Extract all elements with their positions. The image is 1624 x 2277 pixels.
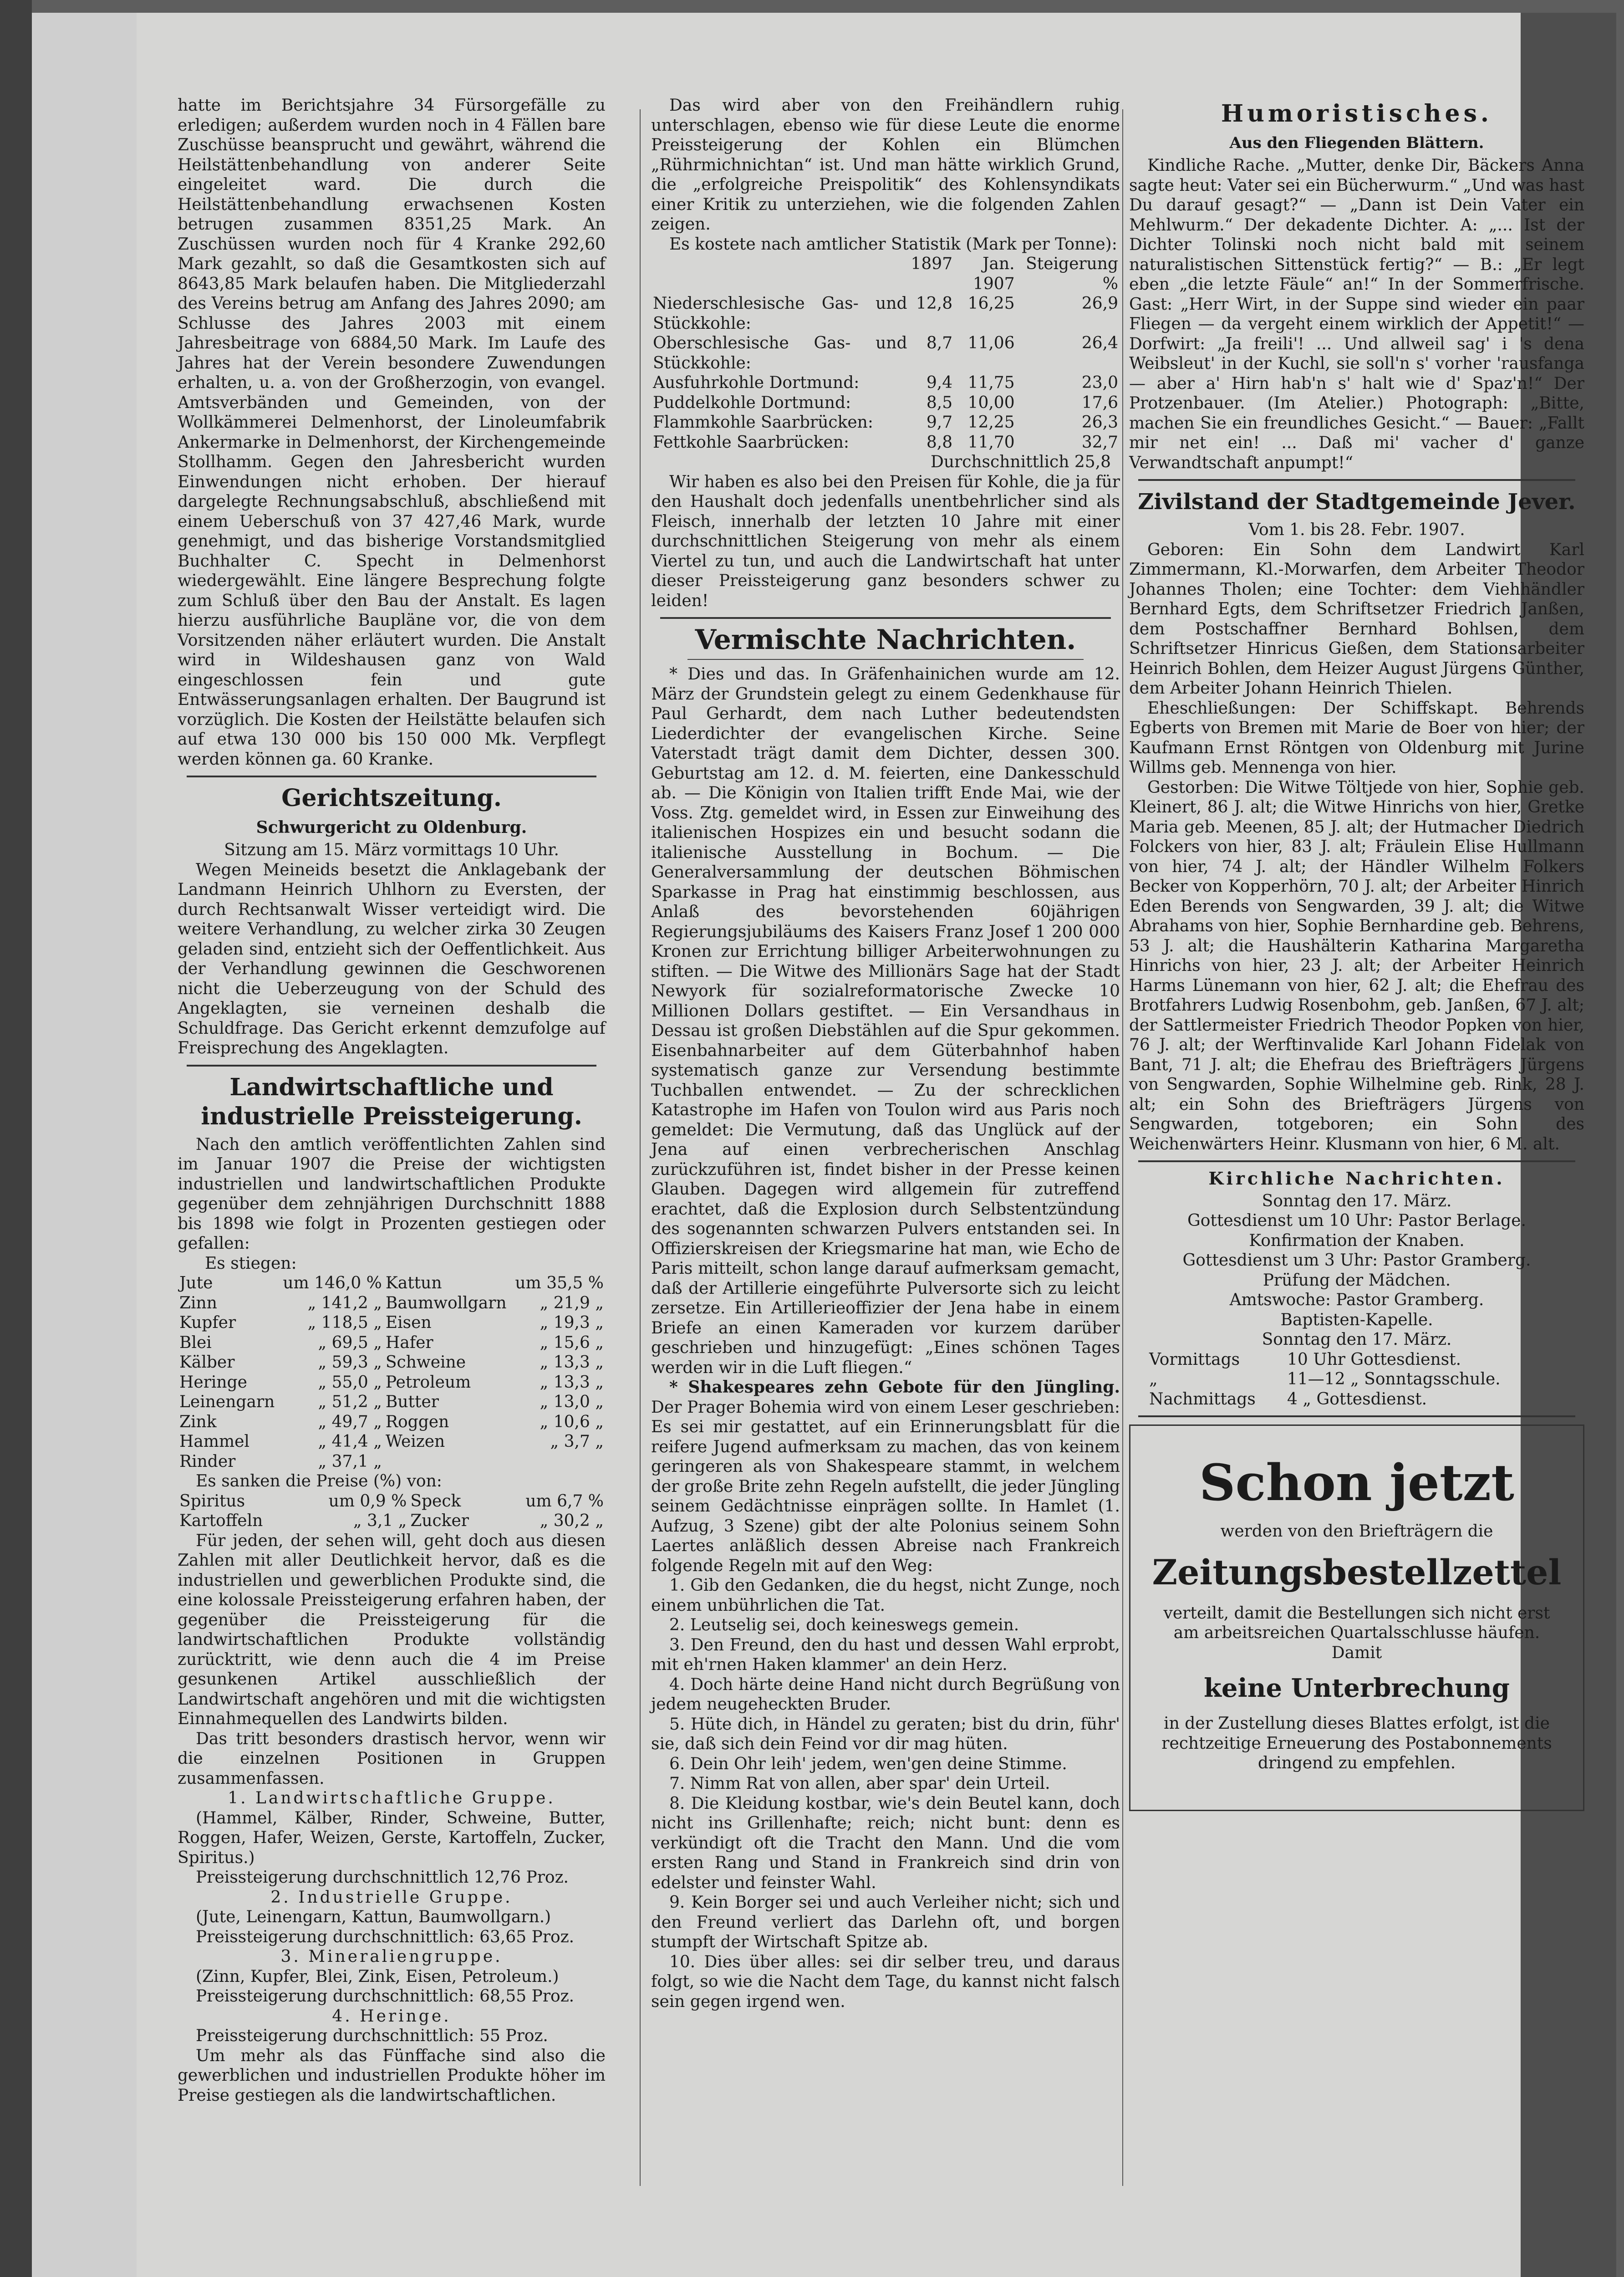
- shakespeare-rules: [651, 1576, 1120, 2012]
- vermischte-title: Vermischte Nachrichten.: [695, 624, 1076, 656]
- list-item: 2. Leutselig sei, doch keineswegs gemein.: [669, 1616, 1019, 1634]
- table-cell: „ 3,1 „: [353, 1511, 407, 1530]
- group-1-items: (Hammel, Kälber, Rinder, Schweine, Butter, Roggen, Hafer, Weizen, Gerste, Kartoffeln, Zucker, Spiritus.): [178, 1808, 606, 1867]
- table-cell: 17,6: [1081, 393, 1118, 412]
- table-cell: Butter: [385, 1393, 439, 1411]
- table-row: [178, 1313, 606, 1333]
- list-item: 5. Hüte dich, in Händel zu geraten; bist du drin, führ' sie, daß sich dein Feind vor dir mag hüten.: [651, 1715, 1120, 1753]
- table-cell: „ 59,3 „: [318, 1353, 382, 1372]
- section-divider: [660, 617, 1111, 619]
- table-cell: Kälber: [179, 1353, 235, 1372]
- section-divider: [1138, 479, 1575, 481]
- kohle-paragraph-1: Das wird aber von den Freihändlern ruhig unterschlagen, ebenso wie für diese Leute die enorme Preissteigerung der Kohlen ein Blümchen „Rührmichnichtan“ ist. Und man hätte wirklich Grund, die „erfolgreiche Preispolitik“ des Kohlensyndikats einer Kritik zu unterziehen, wie die folgenden Zahlen zeigen.: [651, 96, 1120, 234]
- table-row: [1147, 1369, 1557, 1389]
- preis-conclusion: Um mehr als das Fünffache sind also die gewerblichen und industriellen Produkte höher im Preise gestiegen als die landwirtschaftlichen.: [178, 2046, 606, 2105]
- preis-paragraph-3: Das tritt besonders drastisch hervor, wenn wir die einzelnen Positionen in Gruppen zusammenfassen.: [178, 1729, 606, 1788]
- sanken-label: Es sanken die Preise (%) von:: [196, 1472, 442, 1491]
- table-cell: Spiritus: [179, 1491, 245, 1511]
- table-cell: „ 13,3 „: [540, 1373, 604, 1392]
- table-row: [178, 1452, 606, 1472]
- table-cell: 16,25: [967, 294, 1015, 313]
- kohle-table: [651, 254, 1120, 452]
- table-cell: Hammel: [179, 1432, 249, 1451]
- column-3: [1129, 96, 1584, 1811]
- table-cell: Kupfer: [179, 1313, 236, 1332]
- table-cell: Leinengarn: [179, 1393, 275, 1411]
- table-cell: 11,06: [967, 334, 1015, 352]
- ad-headline-2: Zeitungsbestellzettel: [1152, 1552, 1562, 1593]
- list-item: 4. Doch härte deine Hand nicht durch Begrüßung von jedem neugeheckten Bruder.: [651, 1675, 1120, 1714]
- table-cell: Zink: [179, 1412, 217, 1431]
- title-rule: [687, 659, 1084, 660]
- table-cell: 26,9: [1081, 294, 1118, 313]
- table-cell: Puddelkohle Dortmund:: [653, 393, 851, 412]
- table-cell: 23,0: [1081, 373, 1118, 392]
- kirche-lines: [1129, 1191, 1584, 1350]
- list-item: 6. Dein Ohr leih' jedem, wen'gen deine Stimme.: [669, 1754, 1067, 1773]
- humor-text: Kindliche Rache. „Mutter, denke Dir, Bäckers Anna sagte heut: Vater sei ein Bücherwurm.“ „Und was hast Du darauf gesagt?“ — „Dann ist Dein Vater ein Mehlwurm.“ Der dekadente Dichter. A: „... Ist der Dichter Tolinski noch nicht bald mit seinem naturalistischen Sittenstück fertig?“ — B.: „Er legt eben „die letzte Fäule“ an!“ In der Sommerfrische. Gast: „Herr Wirt, in der Suppe sind wieder ein paar Fliegen — da vergeht einem wirklich der Appetit!“ — Dorfwirt: „Ja freili'! ... Und allweil sag' i 's dena Weibsleut' in der Kuchl, sie soll'n s' vorher 'rausfanga — aber a' Hirn hab'n s' halt wie d' Spaz'n!“ Der Protzenbauer. (Im Atelier.) Photograph: „Bitte, machen Sie ein freundliches Gesicht.“ — Bauer: „Fallt mir net ein! ... Daß mi' vacher d' ganze Verwandtschaft anpumpt!“: [1129, 156, 1584, 472]
- list-item: 10. Dies über alles: sei dir selber treu, und daraus folgt, so wie die Nacht dem Tage, du kannst nicht falsch sein gegen irgend wen.: [651, 1952, 1120, 2011]
- table-cell: 12,8: [916, 294, 953, 313]
- list-item: Gottesdienst um 3 Uhr: Pastor Gramberg.: [1182, 1251, 1531, 1270]
- table-row: [178, 1432, 606, 1452]
- list-item: 7. Nimm Rat von allen, aber spar' dein Urteil.: [669, 1774, 1050, 1793]
- list-item: Gottesdienst um 10 Uhr: Pastor Berlage.: [1187, 1211, 1526, 1230]
- baptist-table: [1147, 1350, 1557, 1409]
- table-cell: 8,8: [926, 433, 953, 452]
- table-row: [178, 1392, 606, 1412]
- table-cell: „ 55,0 „: [318, 1373, 382, 1392]
- table-cell: 9,7: [926, 413, 953, 432]
- ad-line-1: werden von den Briefträgern die: [1220, 1522, 1493, 1541]
- table-cell: um 0,9 %: [328, 1491, 407, 1511]
- gericht-date: Sitzung am 15. März vormittags 10 Uhr.: [224, 841, 559, 859]
- group-3-value: Preissteigerung durchschnittlich: 68,55 Proz.: [196, 1987, 575, 2006]
- table-row: [1147, 1350, 1557, 1370]
- table-cell: 10,00: [967, 393, 1015, 412]
- table-cell: Eisen: [385, 1313, 432, 1332]
- kirche-title: Kirchliche Nachrichten.: [1208, 1168, 1505, 1189]
- kohle-intro: Es kostete nach amtlicher Statistik (Mark per Tonne):: [669, 235, 1117, 254]
- group-4-value: Preissteigerung durchschnittlich: 55 Proz.: [196, 2027, 548, 2045]
- sanken-table: [178, 1491, 606, 1531]
- section-divider: [1138, 1415, 1575, 1417]
- table-cell: um 146,0 %: [283, 1274, 382, 1292]
- preis-paragraph-2: Für jeden, der sehen will, geht doch aus diesen Zahlen mit aller Deutlichkeit hervor, daß es die industriellen und gewerblichen Produkte sind, die eine kolossale Preissteigerung erfahren haben, der gegenüber die Preissteigerung für die landwirtschaftlichen Produkte vollständig zurücktritt, wie denn auch die 4 im Preise gesunkenen Artikel ausschließlich der Landwirtschaft angehören und mit die wichtigsten Einnahmequellen des Landwirts bilden.: [178, 1531, 606, 1728]
- table-cell: 11—12 „ Sonntagsschule.: [1287, 1370, 1501, 1389]
- table-cell: 4 „ Gottesdienst.: [1287, 1389, 1427, 1409]
- table-cell: 8,5: [926, 393, 953, 412]
- section-divider: [187, 776, 596, 777]
- list-item: Baptisten-Kapelle.: [1280, 1310, 1433, 1329]
- list-item: 3. Den Freund, den du hast und dessen Wahl erprobt, mit eh'rnen Haken klammer' an dein Herz.: [651, 1635, 1120, 1674]
- table-cell: „: [1149, 1370, 1158, 1389]
- table-row: [178, 1293, 606, 1313]
- list-item: Sonntag den 17. März.: [1262, 1330, 1452, 1349]
- table-cell: „ 41,4 „: [318, 1432, 382, 1451]
- group-1-heading: 1. Landwirtschaftliche Gruppe.: [228, 1789, 555, 1807]
- zivilstand-title: Zivilstand der Stadtgemeinde Jever.: [1138, 489, 1576, 515]
- table-row: [178, 1273, 606, 1293]
- table-cell: Fettkohle Saarbrücken:: [653, 433, 850, 452]
- table-row: [178, 1511, 606, 1531]
- table-cell: „ 37,1 „: [318, 1452, 382, 1471]
- table-cell: Roggen: [385, 1412, 449, 1431]
- table-cell: Rinder: [179, 1452, 236, 1471]
- table-cell: Hafer: [385, 1333, 433, 1352]
- group-2-value: Preissteigerung durchschnittlich: 63,65 Proz.: [196, 1927, 575, 1946]
- table-row: [651, 433, 1120, 453]
- table-row: [178, 1333, 606, 1353]
- table-cell: 8,7: [926, 334, 953, 352]
- table-header-cell: Steigerung %: [1026, 255, 1118, 293]
- table-row: [1147, 1389, 1557, 1409]
- list-item: Konfirmation der Knaben.: [1249, 1231, 1465, 1250]
- table-cell: „ 51,2 „: [318, 1393, 382, 1411]
- column-rule: [1122, 109, 1123, 2186]
- book-binding: [0, 0, 32, 2277]
- table-cell: um 35,5 %: [515, 1274, 604, 1292]
- table-cell: 12,25: [967, 413, 1015, 432]
- group-2-heading: 2. Industrielle Gruppe.: [270, 1888, 513, 1907]
- table-cell: „ 69,5 „: [318, 1333, 382, 1352]
- advertisement-box: [1129, 1424, 1584, 1811]
- table-cell: 11,75: [967, 373, 1015, 392]
- list-item: 9. Kein Borger sei und auch Verleiher nicht; sich und den Freund verliert das Darlehn oft, und borgen stumpft der Wirtschaft Spitze ab.: [651, 1893, 1120, 1951]
- preis-intro: Nach den amtlich veröffentlichten Zahlen sind im Januar 1907 die Preise der wichtigsten industriellen und landwirtschaftlichen Produkte gegenüber dem zehnjährigen Durchschnitt 1888 bis 1898 wie folgt in Prozenten gestiegen oder gefallen:: [178, 1135, 606, 1253]
- table-cell: Kattun: [385, 1274, 442, 1292]
- table-cell: Niederschlesische Gas- und Stückkohle:: [653, 294, 907, 333]
- table-cell: „ 49,7 „: [318, 1412, 382, 1431]
- ad-headline: Schon jetzt: [1199, 1453, 1514, 1512]
- gericht-text: Wegen Meineids besetzt die Anklagebank der Landmann Heinrich Uhlhorn zu Eversten, der durch Rechtsanwalt Wisser verteidigt wird. Die weitere Verhandlung, zu welcher zirka 30 Zeugen geladen sind, entzieht sich der Oeffentlichkeit. Aus der Verhandlung gewinnen die Geschworenen nicht die Ueberzeugung von der Schuld des Angeklagten, sie verneinen deshalb die Schuldfrage. Das Gericht erkennt demzufolge auf Freisprechung des Angeklagten.: [178, 860, 606, 1057]
- table-cell: Nachmittags: [1149, 1389, 1256, 1409]
- zivilstand-ehe: Eheschließungen: Der Schiffskapt. Behrends Egberts von Bremen mit Marie de Boer von hier; der Kaufmann Ernst Röntgen von Oldenburg mit Jurine Willms geb. Mennenga von hier.: [1129, 699, 1584, 777]
- table-row: [651, 333, 1120, 373]
- group-2-items: (Jute, Leinengarn, Kattun, Baumwollgarn.): [196, 1908, 551, 1926]
- table-cell: Zinn: [179, 1293, 217, 1312]
- table-row: [651, 294, 1120, 333]
- kohle-paragraph-2: Wir haben es also bei den Preisen für Kohle, die ja für den Haushalt doch jedenfalls unentbehrlicher sind als Fleisch, innerhalb der letzten 10 Jahre mit einer durchschnittlichen Steigerung von mehr als einem Viertel zu tun, und auch die Landwirtschaft hat unter dieser Preissteigerung ganz besonders schwer zu leiden!: [651, 472, 1120, 610]
- ad-line-2: verteilt, damit die Bestellungen sich nicht erst am arbeitsreichen Quartalsschlusse häufen. Damit: [1163, 1603, 1550, 1662]
- table-row: [178, 1412, 606, 1432]
- humor-subtitle: Aus den Fliegenden Blättern.: [1229, 134, 1484, 152]
- table-cell: „ 118,5 „: [307, 1313, 382, 1332]
- group-4-heading: 4. Heringe.: [332, 2006, 451, 2026]
- table-row: [651, 413, 1120, 433]
- table-cell: Jute: [179, 1274, 213, 1292]
- table-header-cell: Jan. 1907: [972, 255, 1015, 293]
- table-cell: [384, 1452, 511, 1472]
- table-cell: Heringe: [179, 1373, 247, 1392]
- verein-report-text: hatte im Berichtsjahre 34 Fürsorgefälle zu erledigen; außerdem wurden noch in 4 Fällen bare Zuschüsse beansprucht und gewährt, während die Heilstättenbehandlung von anderer Seite eingeleitet ward. Die durch die Heilstättenbehandlung erwachsenen Kosten betrugen zusammen 8351,25 Mark. An Zuschüssen wurden noch für 4 Kranke 292,60 Mark gezahlt, so daß die Gesamtkosten sich auf 8643,85 Mark belaufen haben. Die Mitgliederzahl des Vereins betrug am Anfang des Jahres 2090; am Schlusse des Jahres 2003 mit einem Jahresbeitrage von 6884,50 Mark. Im Laufe des Jahres hat der Verein besondere Zuwendungen erhalten, u. a. von der Großherzogin, von evangel. Amtsverbänden und Gemeinden, von der Wollkämmerei Delmenhorst, der Linoleumfabrik Ankermarke in Delmenhorst, der Kirchengemeinde Stollhamm. Gegen den Jahresbericht wurden Einwendungen nicht erhoben. Der hierauf dargelegte Rechnungsabschluß, abschließend mit einem Ueberschuß von 37 427,46 Mark, wurde genehmigt, und das bisherige Vorstandsmitglied Buchhalter C. Specht in Delmenhorst wiedergewählt. Eine längere Besprechung folgte zum Schluß über den Bau der Anstalt. Es lagen hierzu ausführliche Baupläne vor, die von dem Vorsitzenden näher erläutert wurden. Die Anstalt wird in Wildeshausen ganz von Wald eingeschlossen fein und gute Entwässerungsanlagen erhalten. Der Baugrund ist vorzüglich. Die Kosten der Heilstätte belaufen sich auf etwa 130 000 bis 150 000 Mk. Verpflegt werden können ga. 60 Kranke.: [178, 96, 606, 769]
- table-cell: Oberschlesische Gas- und Stückkohle:: [653, 334, 907, 373]
- table-cell: 9,4: [926, 373, 953, 392]
- table-cell: Petroleum: [385, 1373, 471, 1392]
- shakespeare-intro: Der Prager Bohemia wird von einem Leser geschrieben: Es sei mir gestattet, auf ein Erinnerungsblatt für die reifere Jugend aufmerksam zu machen, das von keinem geringeren als von Shakespeare stammt, in welchem der große Brite zehn Regeln aufstellt, die jeder Jüngling seinem Gedächtnisse einprägen sollte. In Hamlet (1. Aufzug, 3 Szene) gibt der alte Polonius seinem Sohn Laertes anläßlich dessen Abreise nach Frankreich folgende Regeln mit auf den Weg:: [651, 1398, 1120, 1575]
- section-divider: [187, 1065, 596, 1067]
- preis-title: Landwirtschaftliche und industrielle Preissteigerung.: [201, 1073, 582, 1130]
- table-cell: „ 13,3 „: [540, 1353, 604, 1372]
- gericht-title: Gerichtszeitung.: [281, 784, 502, 812]
- table-cell: 26,3: [1081, 413, 1118, 432]
- table-cell: Speck: [410, 1491, 461, 1511]
- kohle-average: Durchschnittlich 25,8: [930, 453, 1111, 471]
- group-1-value: Preissteigerung durchschnittlich 12,76 Proz.: [196, 1868, 569, 1887]
- table-cell: Blei: [179, 1333, 212, 1352]
- table-cell: Weizen: [385, 1432, 445, 1451]
- table-cell: „ 141,2 „: [307, 1293, 382, 1312]
- table-cell: „ 19,3 „: [540, 1313, 604, 1332]
- table-cell: „ 30,2 „: [540, 1511, 604, 1530]
- column-rule: [640, 109, 641, 2186]
- table-header-cell: 1897: [911, 255, 953, 273]
- table-cell: [511, 1452, 606, 1472]
- list-item: Amtswoche: Pastor Gramberg.: [1229, 1291, 1484, 1309]
- table-row: [651, 373, 1120, 393]
- group-3-items: (Zinn, Kupfer, Blei, Zink, Eisen, Petroleum.): [196, 1967, 559, 1986]
- table-cell: 32,7: [1081, 433, 1118, 452]
- zivilstand-geboren: Geboren: Ein Sohn dem Landwirt Karl Zimmermann, Kl.-Morwarfen, dem Arbeiter Theodor Johannes Tholen; eine Tochter: dem Viehhändler Bernhard Egts, dem Schriftsetzer Friedrich Janßen, dem Postschaffner Bernhard Bohlsen, dem Schriftsetzer Hinricus Gießen, dem Stationsarbeiter Heinrich Bohlen, dem Heizer August Jürgens Günther, dem Arbeiter Johann Heinrich Thielen.: [1129, 540, 1584, 698]
- ad-line-3: in der Zustellung dieses Blattes erfolgt, ist die rechtzeitige Erneuerung des Postabonnements dringend zu empfehlen.: [1161, 1714, 1552, 1772]
- table-cell: Baumwollgarn: [385, 1293, 507, 1312]
- table-cell: „ 15,6 „: [540, 1333, 604, 1352]
- zivilstand-gestorben: Gestorben: Die Witwe Töltjede von hier, Sophie geb. Kleinert, 86 J. alt; die Witwe Hinrichs von hier, Gretke Maria geb. Meenen, 85 J. alt; der Hutmacher Diedrich Folckers von hier, 83 J. alt; Fräulein Elise Hullmann von hier, 74 J. alt; der Händler Wilhelm Folkers Becker von Kopperhörn, 70 J. alt; der Arbeiter Hinrich Eden Berends von Sengwarden, 39 J. alt; die Witwe Abrahams von hier, Sophie Bernhardine geb. Behrens, 53 J. alt; die Haushälterin Katharina Margaretha Hinrichs von hier, 23 J. alt; der Arbeiter Heinrich Harms Lünemann von hier, 62 J. alt; die Ehefrau des Brotfahrers Ludwig Rosenbohm, geb. Janßen, 67 J. alt; der Sattlermeister Friedrich Theodor Popken von hier, 76 J. alt; der Werftinvalide Karl Johann Fidelak von Bant, 71 J. alt; die Ehefrau des Briefträgers Jürgens von Sengwarden, Sophie Wilhelmine geb. Rink, 28 J. alt; ein Sohn des Briefträgers Jürgens von Sengwarden, totgeboren; ein Sohn des Weichenwärters Heinr. Klusmann von hier, 6 M. alt.: [1129, 778, 1584, 1154]
- table-row: [178, 1353, 606, 1373]
- table-cell: Schweine: [385, 1353, 466, 1372]
- list-item: 1. Gib den Gedanken, die du hegst, nicht Zunge, noch einem unbührlichen die Tat.: [651, 1576, 1120, 1615]
- table-row: [178, 1373, 606, 1393]
- vermischte-text: * Dies und das. In Gräfenhainichen wurde am 12. März der Grundstein gelegt zu einem Gedenkhause für Paul Gerhardt, dem nach Luther bedeutendsten Liederdichter der evangelischen Kirche. Seine Vaterstadt trägt damit dem Dichter, dessen 300. Geburtstag am 12. d. M. feierten, eine Dankesschuld ab. — Die Königin von Italien trifft Ende Mai, wie der Voss. Ztg. gemeldet wird, in Essen zur Einweihung des italienischen Hospizes ein und besucht sodann die italienische Ausstellung in Bochum. — Die Generalversammlung der deutschen Böhmischen Sparkasse in Prag hat einstimmig beschlossen, aus Anlaß des bevorstehenden 60jährigen Regierungsjubiläums des Kaisers Franz Josef 1 200 000 Kronen zur Errichtung billiger Arbeiterwohnungen zu stiften. — Die Witwe des Millionärs Sage hat der Stadt Newyork für sozialreformatorische Zwecke 10 Millionen Dollars gestiftet. — Ein Versandhaus in Dessau ist großen Diebstählen auf die Spur gekommen. Eisenbahnarbeiter auf dem Güterbahnhof haben systematisch ganze zur Versendung bestimmte Tuchballen entwendet. — Zu der schrecklichen Katastrophe im Hafen von Toulon wird aus Paris noch gemeldet: Die Vermutung, daß das Unglück auf der Jena auf einen verbrecherischen Anschlag zurückzuführen ist, findet bisher in der Presse keinen Glauben. Dagegen wird allgemein für zutreffend erachtet, daß die Explosion durch Selbstentzündung des sogenannten schwarzen Pulvers entstanden sei. In Offizierskreisen der Kriegsmarine hat man, wie Echo de Paris mitteilt, schon lange darauf aufmerksam gemacht, daß der Artillerie eingeführte Pulversorte sich zu leicht zersetze. Ein Artillerieoffizier der Jena habe in einem Briefe an einen Kameraden vor kurzem darüber geschrieben und hinzugefügt: „Eines schönen Tages werden wir in die Luft fliegen.“: [651, 665, 1120, 1377]
- table-cell: Ausfuhrkohle Dortmund:: [653, 373, 860, 392]
- list-item: 8. Die Kleidung kostbar, wie's dein Beutel kann, doch nicht ins Grillenhafte; reich; nicht bunt: denn es verkündigt oft die Tracht den Mann. Und die vom ersten Rang und Stand in Frankreich sind drin von edelster und feinster Wahl.: [651, 1794, 1120, 1892]
- table-cell: „ 21,9 „: [540, 1293, 604, 1312]
- column-2: [651, 96, 1120, 2012]
- table-cell: Flammkohle Saarbrücken:: [653, 413, 873, 432]
- stiegen-table: [178, 1273, 606, 1471]
- table-cell: „ 3,7 „: [550, 1432, 604, 1451]
- table-cell: „ 13,0 „: [540, 1393, 604, 1411]
- zivilstand-date: Vom 1. bis 28. Febr. 1907.: [1248, 521, 1465, 539]
- group-3-heading: 3. Mineraliengruppe.: [280, 1947, 503, 1966]
- list-item: Sonntag den 17. März.: [1262, 1191, 1452, 1210]
- shakespeare-heading: * Shakespeares zehn Gebote für den Jüngling.: [669, 1378, 1120, 1397]
- table-row: [178, 1491, 606, 1511]
- list-item: Prüfung der Mädchen.: [1263, 1271, 1451, 1290]
- column-1: [178, 96, 606, 2105]
- stiegen-label: Es stiegen:: [205, 1254, 297, 1273]
- table-cell: Zucker: [410, 1511, 469, 1530]
- table-cell: 10 Uhr Gottesdienst.: [1287, 1350, 1461, 1369]
- humor-title: Humoristisches.: [1221, 100, 1493, 128]
- table-cell: 11,70: [967, 433, 1015, 452]
- table-cell: Kartoffeln: [179, 1511, 263, 1530]
- table-cell: „ 10,6 „: [540, 1412, 604, 1431]
- ad-headline-3: keine Unterbrechung: [1204, 1673, 1510, 1703]
- section-divider: [1138, 1160, 1575, 1162]
- table-row: [651, 393, 1120, 413]
- gericht-subtitle: Schwurgericht zu Oldenburg.: [256, 818, 527, 837]
- table-cell: 26,4: [1081, 334, 1118, 352]
- table-header-cell: [651, 254, 909, 294]
- table-cell: um 6,7 %: [525, 1491, 604, 1511]
- table-cell: Vormittags: [1149, 1350, 1240, 1369]
